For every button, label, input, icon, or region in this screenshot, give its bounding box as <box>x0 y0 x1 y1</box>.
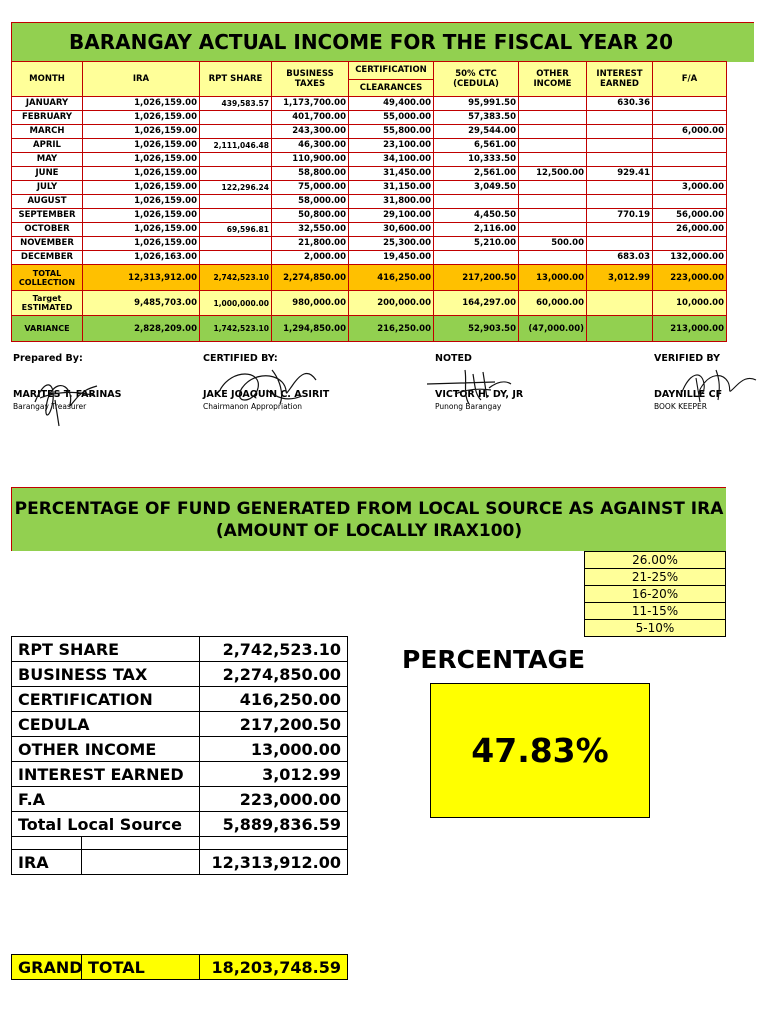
cell-ira: 1,026,159.00 <box>83 167 200 181</box>
signatory-name: JAKE JOAQUIN C. ASIRIT <box>203 389 330 400</box>
signatory-role: Punong Barangay <box>435 402 502 411</box>
cell-cert: 23,100.00 <box>349 139 434 153</box>
grand-total-amount: 18,203,748.59 <box>200 955 348 980</box>
cell-other <box>519 139 587 153</box>
cell-month: SEPTEMBER <box>12 209 83 223</box>
cell-interest <box>587 195 653 209</box>
cell-other <box>519 223 587 237</box>
section-title: PERCENTAGE OF FUND GENERATED FROM LOCAL SOURCE AS AGAINST IRA (AMOUNT OF LOCALLY IRAX100) <box>11 487 726 551</box>
signatory-role: Chairmanon Appropriation <box>203 402 303 411</box>
signatory-name: DAYNILLE CF <box>654 389 723 400</box>
income-table <box>11 61 727 342</box>
cell-cert: 29,100.00 <box>349 209 434 223</box>
summary-row <box>12 737 348 762</box>
target-label: Target ESTIMATED <box>12 291 83 316</box>
cell-ira: 1,026,159.00 <box>83 181 200 195</box>
summary-row <box>12 762 348 787</box>
cell-month: JULY <box>12 181 83 195</box>
month-row <box>12 111 727 125</box>
summary-row <box>12 687 348 712</box>
signatory-name: VICTOR H. DY, JR <box>435 389 524 400</box>
header-fa: F/A <box>653 62 727 97</box>
cell-fa <box>653 237 727 251</box>
summary-amount: 223,000.00 <box>200 787 348 812</box>
cell-business: 1,173,700.00 <box>272 97 349 111</box>
cell-business: 110,900.00 <box>272 153 349 167</box>
summary-amount: 2,274,850.00 <box>200 662 348 687</box>
cell-cert: 55,800.00 <box>349 125 434 139</box>
cell-ctc: 4,450.50 <box>434 209 519 223</box>
cell-interest <box>587 125 653 139</box>
cell-interest <box>587 237 653 251</box>
cell-cert: 25,300.00 <box>349 237 434 251</box>
header-interest: INTEREST EARNED <box>587 62 653 97</box>
summary-label: CERTIFICATION <box>12 687 200 712</box>
summary-label: INTEREST EARNED <box>12 762 200 787</box>
target-estimated-row <box>12 291 727 316</box>
cell-fa: 3,000.00 <box>653 181 727 195</box>
cell-rpt <box>200 111 272 125</box>
cell-month: OCTOBER <box>12 223 83 237</box>
month-row <box>12 237 727 251</box>
cell-other <box>519 153 587 167</box>
signature-scribble-1 <box>25 372 105 428</box>
target-business: 980,000.00 <box>272 291 349 316</box>
cell-month: FEBRUARY <box>12 111 83 125</box>
cell-ctc: 6,561.00 <box>434 139 519 153</box>
signatory-name: MARITES T. FARINAS <box>13 389 122 400</box>
header-clearances: CLEARANCES <box>349 79 434 97</box>
cell-ctc: 2,561.00 <box>434 167 519 181</box>
signature-scribble-4 <box>676 362 766 406</box>
cell-fa: 132,000.00 <box>653 251 727 265</box>
ira-amount: 12,313,912.00 <box>200 850 348 875</box>
cell-cert: 31,450.00 <box>349 167 434 181</box>
cell-other: 12,500.00 <box>519 167 587 181</box>
cell-ctc: 2,116.00 <box>434 223 519 237</box>
signatory-head: CERTIFIED BY: <box>203 353 278 364</box>
summary-row <box>12 662 348 687</box>
target-interest <box>587 291 653 316</box>
grand-label-2: TOTAL <box>82 955 200 980</box>
variance-interest <box>587 316 653 342</box>
cell-business: 58,800.00 <box>272 167 349 181</box>
month-row <box>12 153 727 167</box>
month-row <box>12 167 727 181</box>
summary-row <box>12 712 348 737</box>
total-other: 13,000.00 <box>519 265 587 291</box>
ira-row <box>12 850 348 875</box>
cell-cert: 34,100.00 <box>349 153 434 167</box>
scale-item: 26.00% <box>585 552 726 569</box>
cell-rpt <box>200 153 272 167</box>
summary-row <box>12 637 348 662</box>
variance-business: 1,294,850.00 <box>272 316 349 342</box>
cell-month: APRIL <box>12 139 83 153</box>
cell-ira: 1,026,159.00 <box>83 153 200 167</box>
cell-month: AUGUST <box>12 195 83 209</box>
header-ctc: 50% CTC (CEDULA) <box>434 62 519 97</box>
cell-rpt: 69,596.81 <box>200 223 272 237</box>
cell-other <box>519 97 587 111</box>
cell-interest: 770.19 <box>587 209 653 223</box>
total-fa: 223,000.00 <box>653 265 727 291</box>
cell-month: NOVEMBER <box>12 237 83 251</box>
summary-label: RPT SHARE <box>12 637 200 662</box>
cell-ira: 1,026,159.00 <box>83 237 200 251</box>
cell-ira: 1,026,159.00 <box>83 125 200 139</box>
scale-item: 21-25% <box>585 569 726 586</box>
summary-body <box>12 637 348 837</box>
header-ira: IRA <box>83 62 200 97</box>
variance-other: (47,000.00) <box>519 316 587 342</box>
cell-other <box>519 251 587 265</box>
summary-amount: 2,742,523.10 <box>200 637 348 662</box>
header-rpt: RPT SHARE <box>200 62 272 97</box>
cell-rpt <box>200 251 272 265</box>
cell-ctc: 3,049.50 <box>434 181 519 195</box>
cell-rpt: 2,111,046.48 <box>200 139 272 153</box>
percentage-scale <box>584 551 726 637</box>
grand-total-table <box>11 954 348 980</box>
signatory-prepared <box>13 353 122 411</box>
income-body <box>12 97 727 265</box>
variance-ira: 2,828,209.00 <box>83 316 200 342</box>
cell-business: 58,000.00 <box>272 195 349 209</box>
scale-item: 16-20% <box>585 586 726 603</box>
variance-ctc: 52,903.50 <box>434 316 519 342</box>
cell-ctc <box>434 195 519 209</box>
cell-ira: 1,026,163.00 <box>83 251 200 265</box>
summary-label: Total Local Source <box>12 812 200 837</box>
cell-ctc <box>434 251 519 265</box>
total-interest: 3,012.99 <box>587 265 653 291</box>
cell-interest <box>587 223 653 237</box>
total-rpt: 2,742,523.10 <box>200 265 272 291</box>
cell-fa: 26,000.00 <box>653 223 727 237</box>
grand-label-1: GRAND <box>12 955 82 980</box>
signature-scribble-3 <box>425 364 515 408</box>
signature-scribble-2 <box>212 360 322 408</box>
cell-ctc: 95,991.50 <box>434 97 519 111</box>
summary-label: CEDULA <box>12 712 200 737</box>
scale-item: 11-15% <box>585 603 726 620</box>
summary-label: BUSINESS TAX <box>12 662 200 687</box>
cell-business: 243,300.00 <box>272 125 349 139</box>
signatory-role: BOOK KEEPER <box>654 402 707 411</box>
header-other: OTHER INCOME <box>519 62 587 97</box>
variance-label: VARIANCE <box>12 316 83 342</box>
target-ctc: 164,297.00 <box>434 291 519 316</box>
cell-interest: 683.03 <box>587 251 653 265</box>
cell-other <box>519 125 587 139</box>
month-row <box>12 181 727 195</box>
cell-cert: 19,450.00 <box>349 251 434 265</box>
summary-amount: 416,250.00 <box>200 687 348 712</box>
cell-ira: 1,026,159.00 <box>83 97 200 111</box>
cell-ctc: 5,210.00 <box>434 237 519 251</box>
cell-fa <box>653 167 727 181</box>
total-ira: 12,313,912.00 <box>83 265 200 291</box>
cell-rpt <box>200 237 272 251</box>
target-other: 60,000.00 <box>519 291 587 316</box>
cell-fa <box>653 97 727 111</box>
cell-cert: 31,800.00 <box>349 195 434 209</box>
cell-interest: 630.36 <box>587 97 653 111</box>
ira-label: IRA <box>12 850 82 875</box>
month-row <box>12 195 727 209</box>
total-cert: 416,250.00 <box>349 265 434 291</box>
cell-business: 2,000.00 <box>272 251 349 265</box>
summary-amount: 5,889,836.59 <box>200 812 348 837</box>
target-fa: 10,000.00 <box>653 291 727 316</box>
month-row <box>12 139 727 153</box>
cell-ira: 1,026,159.00 <box>83 111 200 125</box>
cell-other <box>519 181 587 195</box>
signatory-head: VERIFIED BY <box>654 353 720 364</box>
cell-fa <box>653 153 727 167</box>
cell-month: JUNE <box>12 167 83 181</box>
cell-rpt <box>200 195 272 209</box>
cell-month: JANUARY <box>12 97 83 111</box>
cell-other <box>519 195 587 209</box>
cell-ira: 1,026,159.00 <box>83 195 200 209</box>
cell-business: 46,300.00 <box>272 139 349 153</box>
signatory-role: Barangay Treasurer <box>13 402 87 411</box>
cell-business: 32,550.00 <box>272 223 349 237</box>
summary-amount: 217,200.50 <box>200 712 348 737</box>
summary-label: OTHER INCOME <box>12 737 200 762</box>
cell-ctc: 10,333.50 <box>434 153 519 167</box>
cell-month: MAY <box>12 153 83 167</box>
cell-rpt: 122,296.24 <box>200 181 272 195</box>
total-business: 2,274,850.00 <box>272 265 349 291</box>
cell-other <box>519 209 587 223</box>
cell-business: 75,000.00 <box>272 181 349 195</box>
grand-total-row <box>12 955 348 980</box>
summary-table <box>11 636 348 875</box>
cell-other <box>519 111 587 125</box>
cell-cert: 31,150.00 <box>349 181 434 195</box>
month-row <box>12 125 727 139</box>
month-row <box>12 209 727 223</box>
signatory-noted <box>435 353 524 411</box>
cell-fa: 56,000.00 <box>653 209 727 223</box>
cell-cert: 49,400.00 <box>349 97 434 111</box>
cell-ira: 1,026,159.00 <box>83 209 200 223</box>
page-title: BARANGAY ACTUAL INCOME FOR THE FISCAL YEAR 20 <box>69 30 673 54</box>
cell-ctc: 29,544.00 <box>434 125 519 139</box>
total-collection-row <box>12 265 727 291</box>
target-rpt: 1,000,000.00 <box>200 291 272 316</box>
cell-fa: 6,000.00 <box>653 125 727 139</box>
summary-amount: 13,000.00 <box>200 737 348 762</box>
month-row <box>12 251 727 265</box>
month-row <box>12 97 727 111</box>
cell-fa <box>653 195 727 209</box>
cell-fa <box>653 139 727 153</box>
cell-interest <box>587 139 653 153</box>
variance-rpt: 1,742,523.10 <box>200 316 272 342</box>
signatory-head: NOTED <box>435 353 472 364</box>
cell-rpt: 439,583.57 <box>200 97 272 111</box>
variance-fa: 213,000.00 <box>653 316 727 342</box>
cell-interest: 929.41 <box>587 167 653 181</box>
cell-ira: 1,026,159.00 <box>83 223 200 237</box>
cell-ira: 1,026,159.00 <box>83 139 200 153</box>
cell-fa <box>653 111 727 125</box>
summary-amount: 3,012.99 <box>200 762 348 787</box>
cell-month: MARCH <box>12 125 83 139</box>
variance-row <box>12 316 727 342</box>
signatory-head: Prepared By: <box>13 353 83 364</box>
total-label: TOTAL COLLECTION <box>12 265 83 291</box>
header-business: BUSINESS TAXES <box>272 62 349 97</box>
header-month: MONTH <box>12 62 83 97</box>
variance-cert: 216,250.00 <box>349 316 434 342</box>
cell-cert: 55,000.00 <box>349 111 434 125</box>
percentage-value: 47.83% <box>471 731 609 770</box>
summary-row <box>12 812 348 837</box>
target-cert: 200,000.00 <box>349 291 434 316</box>
scale-item: 5-10% <box>585 620 726 637</box>
cell-business: 401,700.00 <box>272 111 349 125</box>
summary-label: F.A <box>12 787 200 812</box>
percentage-label: PERCENTAGE <box>402 645 586 674</box>
cell-rpt <box>200 167 272 181</box>
summary-row <box>12 787 348 812</box>
total-ctc: 217,200.50 <box>434 265 519 291</box>
month-row <box>12 223 727 237</box>
cell-month: DECEMBER <box>12 251 83 265</box>
cell-interest <box>587 181 653 195</box>
summary-gap-row <box>12 837 348 850</box>
title-bar <box>11 22 754 62</box>
cell-business: 50,800.00 <box>272 209 349 223</box>
cell-business: 21,800.00 <box>272 237 349 251</box>
cell-ctc: 57,383.50 <box>434 111 519 125</box>
cell-interest <box>587 153 653 167</box>
cell-other: 500.00 <box>519 237 587 251</box>
percentage-value-box <box>430 683 650 818</box>
cell-cert: 30,600.00 <box>349 223 434 237</box>
cell-rpt <box>200 209 272 223</box>
cell-rpt <box>200 125 272 139</box>
cell-interest <box>587 111 653 125</box>
target-ira: 9,485,703.00 <box>83 291 200 316</box>
header-certification: CERTIFICATION <box>349 62 434 80</box>
